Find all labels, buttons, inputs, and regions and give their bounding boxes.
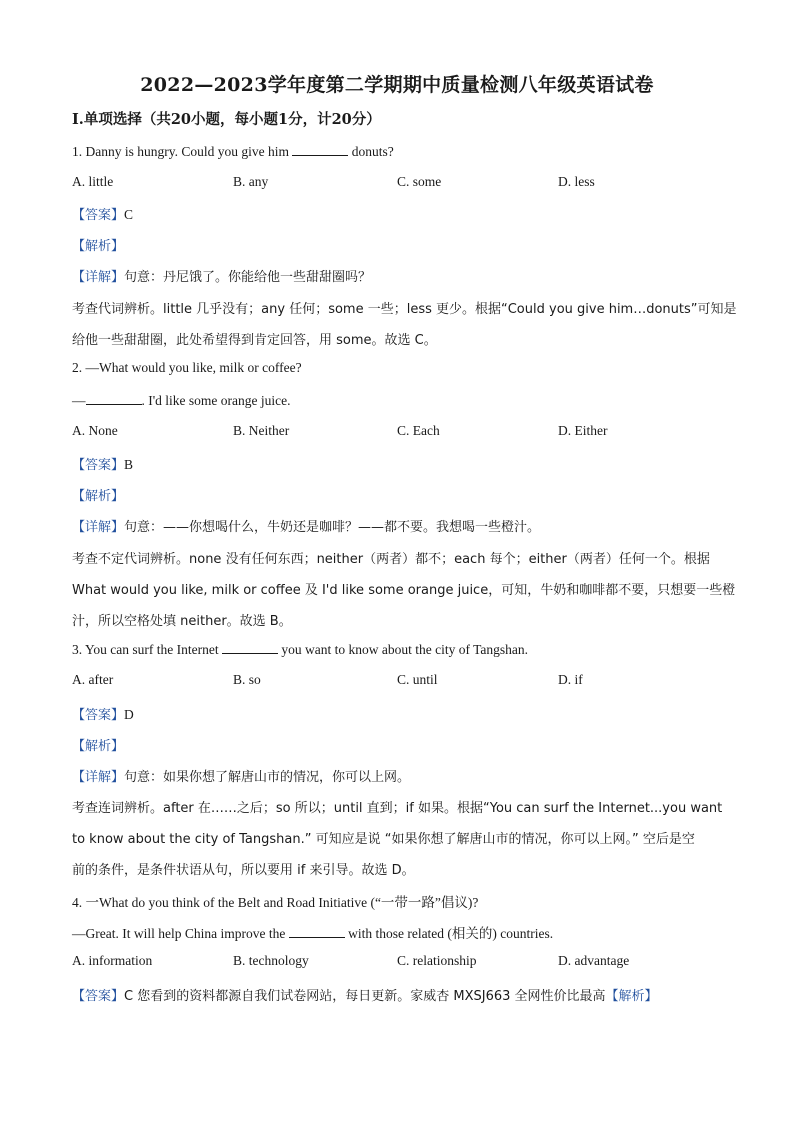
option-a: A. after bbox=[72, 672, 114, 687]
option-c: C. until bbox=[397, 672, 438, 687]
question-2-analysis-tag bbox=[72, 485, 124, 504]
question-1-answer bbox=[72, 204, 133, 223]
question-1-stem-b: donuts? bbox=[351, 144, 394, 159]
question-3-stem-b: you want to know about the city of Tangshan. bbox=[281, 642, 528, 657]
option-a: A. little bbox=[72, 174, 114, 189]
detail-text: 句意：——你想喝什么，牛奶还是咖啡？——都不要。我想喝一些橙汁。 bbox=[124, 520, 541, 535]
question-2-stem-1: 2. —What would you like, milk or coffee? bbox=[72, 360, 302, 375]
question-3-explain-3: 前的条件，是条件状语从句，所以要用 if 来引导。故选 D。 bbox=[72, 863, 415, 878]
question-1-analysis-tag bbox=[72, 235, 124, 254]
analysis-tag: 【解析】 bbox=[72, 239, 125, 254]
option-c: C. some bbox=[397, 174, 442, 189]
answer-value: D bbox=[124, 707, 134, 722]
option-b: B. so bbox=[233, 672, 261, 687]
question-2-stem-2 bbox=[72, 392, 291, 409]
question-1-options bbox=[72, 174, 752, 192]
detail-text: 句意：如果你想了解唐山市的情况，你可以上网。 bbox=[124, 770, 411, 785]
question-3-detail bbox=[72, 766, 410, 785]
option-a: A. information bbox=[72, 953, 153, 968]
section-heading: I.单项选择（共20小题，每小题1分，计20分） bbox=[72, 111, 381, 128]
answer-tag: 【答案】 bbox=[72, 208, 125, 223]
question-2-explain-3: 汁，所以空格处填 neither。故选 B。 bbox=[72, 614, 292, 629]
answer-blank bbox=[86, 392, 142, 405]
question-3-answer bbox=[72, 704, 134, 723]
question-2-options bbox=[72, 423, 752, 441]
detail-tag: 【详解】 bbox=[72, 270, 125, 285]
question-1-stem-a: 1. Danny is hungry. Could you give him bbox=[72, 144, 289, 159]
answer-tag: 【答案】 bbox=[72, 458, 125, 473]
question-4-options bbox=[72, 953, 752, 971]
option-b: B. Neither bbox=[233, 423, 290, 438]
question-4-answer bbox=[72, 985, 658, 1004]
option-c: C. Each bbox=[397, 423, 440, 438]
question-3-explain-1: 考查连词辨析。after 在……之后；so 所以；until 直到；if 如果。根据“You can surf the Internet...you want bbox=[72, 801, 723, 816]
question-4-stem-2b: with those related (相关的) countries. bbox=[348, 926, 554, 941]
answer-blank bbox=[222, 641, 278, 654]
answer-blank bbox=[289, 925, 345, 938]
option-b: B. any bbox=[233, 174, 269, 189]
question-3-options bbox=[72, 672, 752, 690]
analysis-tag: 【解析】 bbox=[72, 739, 125, 754]
question-3-analysis-tag bbox=[72, 735, 124, 754]
question-4-stem-2a: —Great. It will help China improve the bbox=[72, 926, 286, 941]
question-1-detail bbox=[72, 266, 371, 285]
answer-tag: 【答案】 bbox=[72, 708, 125, 723]
question-2-stem-2a: — bbox=[72, 393, 86, 408]
question-2-detail bbox=[72, 516, 540, 535]
question-1-explain-1: 考查代词辨析。little 几乎没有；any 任何；some 一些；less 更少。根据“Could you give him…donuts”可知是 bbox=[72, 302, 737, 317]
option-a: A. None bbox=[72, 423, 118, 438]
question-2-stem-2b: . I'd like some orange juice. bbox=[141, 393, 291, 408]
option-b: B. technology bbox=[233, 953, 309, 968]
detail-text: 句意：丹尼饿了。你能给他一些甜甜圈吗？ bbox=[124, 270, 372, 285]
question-2-answer bbox=[72, 454, 133, 473]
analysis-tag: 【解析】 bbox=[72, 489, 125, 504]
question-3-explain-2: to know about the city of Tangshan.” 可知应是说 “如果你想了解唐山市的情况，你可以上网。” 空后是空 bbox=[72, 832, 695, 847]
answer-value: C bbox=[124, 207, 134, 222]
detail-tag: 【详解】 bbox=[72, 770, 125, 785]
answer-blank bbox=[292, 143, 348, 156]
option-c: C. relationship bbox=[397, 953, 477, 968]
question-1-stem bbox=[72, 143, 394, 160]
question-4-stem-1: 4. 一What do you think of the Belt and Road Initiative (“一带一路”倡议)? bbox=[72, 895, 479, 910]
answer-value: B bbox=[124, 457, 134, 472]
question-1-explain-2: 给他一些甜甜圈，此处希望得到肯定回答，用 some。故选 C。 bbox=[72, 333, 437, 348]
answer-tag: 【答案】 bbox=[72, 989, 125, 1004]
question-3-stem-a: 3. You can surf the Internet bbox=[72, 642, 219, 657]
page-title: 2022—2023学年度第二学期期中质量检测八年级英语试卷 bbox=[140, 74, 654, 96]
answer-value: C bbox=[124, 989, 134, 1004]
option-d: D. Either bbox=[558, 423, 608, 438]
analysis-tag: 【解析】 bbox=[605, 989, 658, 1004]
watermark-note: 您看到的资料都源自我们试卷网站，每日更新。家威杏 MXSJ663 全网性价比最高 bbox=[137, 989, 606, 1004]
question-2-explain-1: 考查不定代词辨析。none 没有任何东西；neither（两者）都不；each 每个；either（两者）任何一个。根据 bbox=[72, 552, 710, 567]
question-2-explain-2: What would you like, milk or coffee 及 I'd like some orange juice，可知，牛奶和咖啡都不要，只想要一些橙 bbox=[72, 583, 736, 598]
question-3-stem bbox=[72, 641, 528, 658]
option-d: D. if bbox=[558, 672, 583, 687]
option-d: D. less bbox=[558, 174, 595, 189]
option-d: D. advantage bbox=[558, 953, 630, 968]
question-4-stem-2 bbox=[72, 922, 553, 942]
detail-tag: 【详解】 bbox=[72, 520, 125, 535]
